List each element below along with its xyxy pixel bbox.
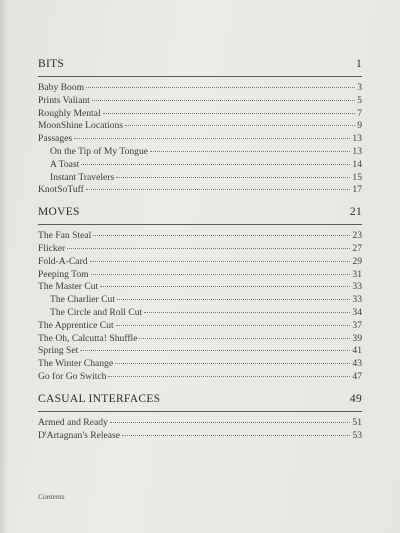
entry-page-number: 33 [352,281,362,293]
entry-page-number: 41 [352,345,362,357]
entry-title: On the Tip of My Tongue [50,145,149,157]
dot-leader [93,227,350,236]
section-title: BITS [38,58,65,70]
entry-title: Spring Set [38,345,79,357]
entry-title: The Circle and Roll Cut [50,306,143,318]
entry-page-number: 13 [352,133,362,145]
entry-page-number: 39 [352,332,362,344]
page-gutter-shadow [0,0,8,533]
dot-leader [117,291,350,300]
entry-title: Go for Go Switch [38,370,107,382]
dot-leader [90,253,351,262]
entry-page-number: 37 [352,319,362,331]
entry-page-number: 53 [352,429,362,441]
toc-entry [38,370,362,383]
entry-title: D'Artagnan's Release [38,429,121,441]
entry-title: The Winter Change [38,358,114,370]
entry-page-number: 13 [352,145,362,157]
entry-title: Armed and Ready [38,416,108,428]
dot-leader [116,317,351,326]
entry-page-number: 23 [352,230,362,242]
dot-leader [103,105,356,114]
toc-section [38,393,362,442]
dot-leader [81,156,350,165]
section-rule [38,76,362,77]
entry-page-number: 7 [357,107,362,119]
entry-title: Passages [38,133,73,145]
dot-leader [92,92,355,101]
entry-title: The Fan Steal [38,230,92,242]
dot-leader [108,368,350,377]
dot-leader [116,169,350,178]
section-title: CASUAL INTERFACES [38,392,161,405]
dot-leader [110,414,351,423]
section-heading [38,393,362,410]
dot-leader [122,427,350,436]
running-footer: Contents [38,492,65,501]
dot-leader [125,117,355,126]
section-heading [38,58,362,75]
entry-page-number: 9 [357,120,362,132]
entry-title: The Oh, Calcutta! Shuffle [38,332,138,344]
toc-section [38,58,362,196]
toc-entry [38,183,362,196]
entry-title: The Apprentice Cut [38,319,114,331]
dot-leader [100,278,350,287]
entry-title: Roughly Mental [38,107,101,119]
dot-leader [80,342,350,351]
dot-leader [150,143,350,152]
dot-leader [91,266,351,275]
section-gap [38,196,362,206]
section-title: MOVES [38,206,80,219]
entry-page-number: 27 [352,242,362,254]
entry-title: Instant Travelers [50,171,115,183]
dot-leader [86,79,355,88]
section-page-number: 49 [349,392,362,405]
entry-title: Baby Boom [38,82,85,93]
entry-page-number: 15 [352,171,362,183]
entry-title: Fold-A-Card [38,255,88,267]
entry-page-number: 47 [352,370,362,382]
entry-page-number: 43 [352,358,362,370]
entry-page-number: 29 [352,255,362,267]
entry-page-number: 51 [352,416,362,428]
entry-title: Prints Valiant [38,94,90,106]
section-gap [38,383,362,393]
toc-section [38,206,362,383]
entry-page-number: 17 [352,184,362,196]
dot-leader [139,330,350,339]
dot-leader [86,181,351,190]
table-of-contents [38,58,362,441]
section-page-number: 1 [355,58,362,70]
entry-title: Flicker [38,242,66,254]
entry-title: KnotSoTuff [38,184,84,196]
section-page-number: 21 [349,206,362,219]
dot-leader [115,355,350,364]
entry-page-number: 14 [352,158,362,170]
entry-title: The Master Cut [38,281,99,293]
entry-title: The Charlier Cut [50,294,116,306]
entry-page-number: 5 [357,94,362,106]
section-rule [38,224,362,225]
dot-leader [67,240,350,249]
entry-title: Peeping Tom [38,268,89,280]
entry-page-number: 3 [357,82,362,93]
section-heading [38,206,362,223]
entry-page-number: 33 [352,294,362,306]
toc-entry [38,429,362,442]
section-rule [38,411,362,412]
entry-page-number: 31 [352,268,362,280]
dot-leader [144,304,350,313]
entry-title: A Toast [50,158,80,170]
dot-leader [74,130,350,139]
entry-page-number: 34 [352,306,362,318]
entry-title: MoonShine Locations [38,120,124,132]
